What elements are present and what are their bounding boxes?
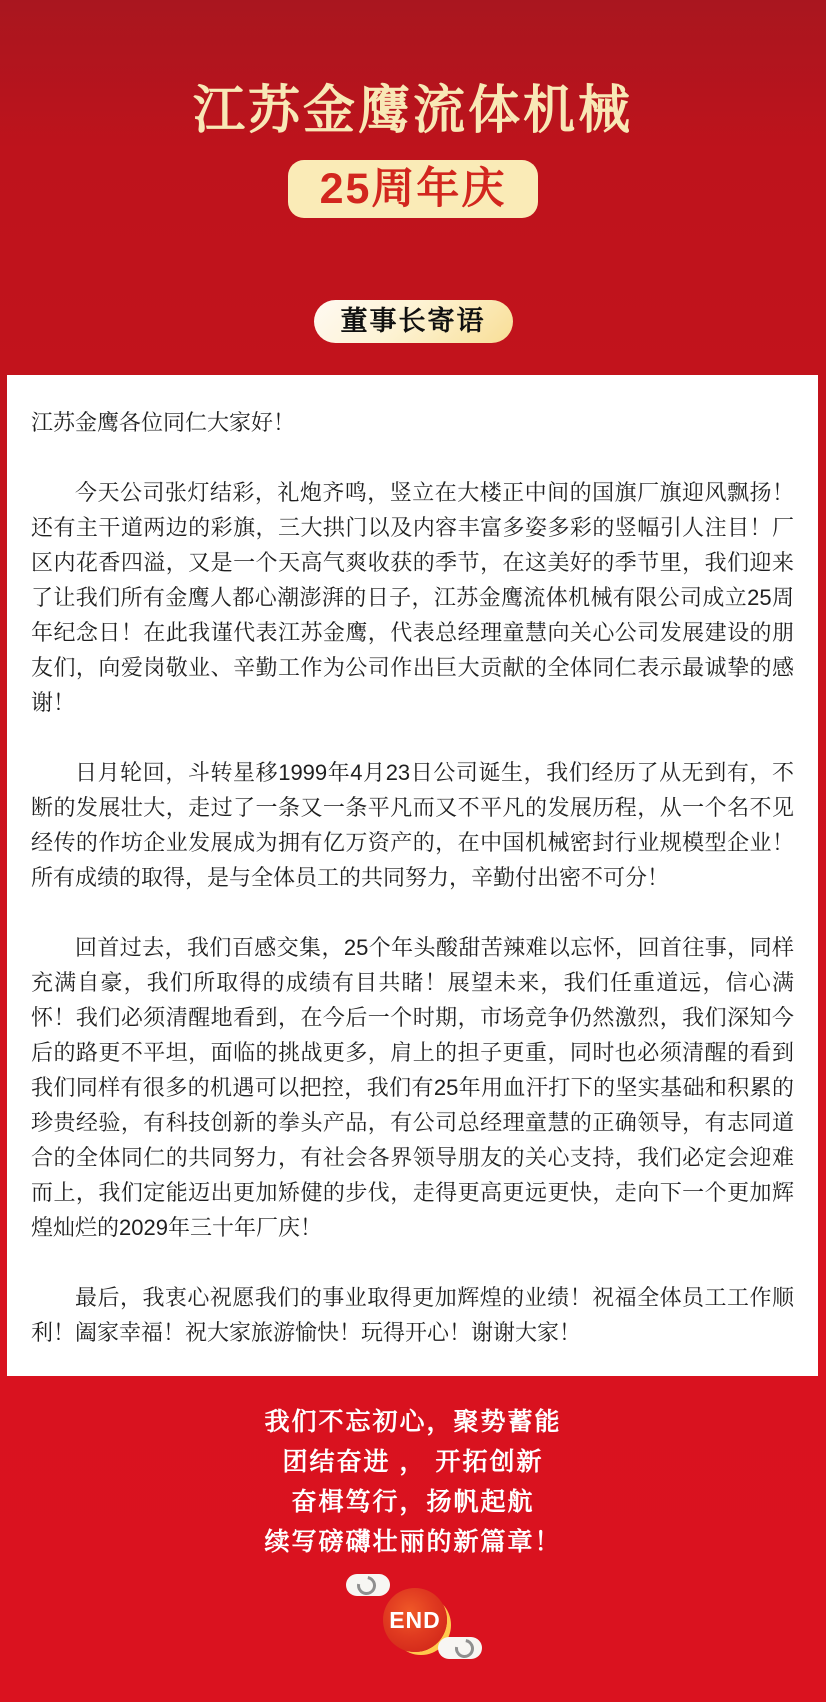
page-title: 江苏金鹰流体机械 bbox=[192, 82, 633, 140]
slogan-line: 续写磅礴壮丽的新篇章！ bbox=[264, 1528, 562, 1556]
ring-icon bbox=[451, 1635, 477, 1661]
capsule-icon bbox=[438, 1637, 482, 1659]
greeting-line: 江苏金鹰各位同仁大家好！ bbox=[31, 410, 296, 435]
end-badge-label: END bbox=[389, 1606, 441, 1633]
end-badge bbox=[383, 1588, 447, 1652]
slogan-line: 奋楫笃行，扬帆起航 bbox=[291, 1488, 535, 1516]
paragraph: 日月轮回，斗转星移1999年4月23日公司诞生，我们经历了从无到有，不断的发展壮大，走过了一条又一条平凡而又不平凡的发展历程，从一个名不见经传的作坊企业发展成为拥有亿万资产的，在中国机械密封行业规模型企业！所有成绩的取得，是与全体员工的共同努力，辛勤付出密不可分！ bbox=[31, 760, 794, 890]
section-label-pill: 董事长寄语 bbox=[314, 300, 513, 343]
paragraph: 最后，我衷心祝愿我们的事业取得更加辉煌的业绩！祝福全体员工工作顺利！阖家幸福！祝大家旅游愉快！玩得开心！谢谢大家！ bbox=[31, 1285, 794, 1345]
ring-icon bbox=[353, 1572, 379, 1598]
paragraph: 回首过去，我们百感交集，25个年头酸甜苦辣难以忘怀，回首往事，同样充满自豪，我们所取得的成绩有目共睹！展望未来，我们任重道远，信心满怀！我们必须清醒地看到，在今后一个时期，市场竞争仍然激烈，我们深知今后的路更不平坦，面临的挑战更多，肩上的担子更重，同时也必须清醒的看到我们同样有很多的机遇可以把控，我们有25年用血汗打下的坚实基础和积累的珍贵经验，有科技创新的拳头产品，有公司总经理童慧的正确领导，有志同道合的全体同仁的共同努力，有社会各界领导朋友的关心支持，我们必定会迎难而上，我们定能迈出更加矫健的步伐，走得更高更远更快，走向下一个更加辉煌灿烂的2029年三十年厂庆！ bbox=[31, 935, 794, 1240]
paragraph: 今天公司张灯结彩，礼炮齐鸣，竖立在大楼正中间的国旗厂旗迎风飘扬！还有主干道两边的彩旗，三大拱门以及内容丰富多姿多彩的竖幅引人注目！厂区内花香四溢，又是一个天高气爽收获的季节，在这美好的季节里，我们迎来了让我们所有金鹰人都心潮澎湃的日子，江苏金鹰流体机械有限公司成立25周年纪念日！在此我谨代表江苏金鹰，代表总经理童慧向关心公司发展建设的朋友们，向爱岗敬业、辛勤工作为公司作出巨大贡献的全体同仁表示最诚挚的感谢！ bbox=[31, 480, 794, 715]
article-card bbox=[7, 375, 818, 1376]
slogan-block bbox=[0, 1376, 826, 1562]
anniversary-badge: 25周年庆 bbox=[288, 160, 539, 218]
slogan-line: 我们不忘初心，聚势蓄能 bbox=[264, 1408, 562, 1436]
capsule-icon bbox=[346, 1574, 390, 1596]
header bbox=[0, 0, 826, 343]
slogan-line: 团结奋进 ， 开拓创新 bbox=[282, 1448, 544, 1476]
end-decoration bbox=[0, 1574, 826, 1702]
